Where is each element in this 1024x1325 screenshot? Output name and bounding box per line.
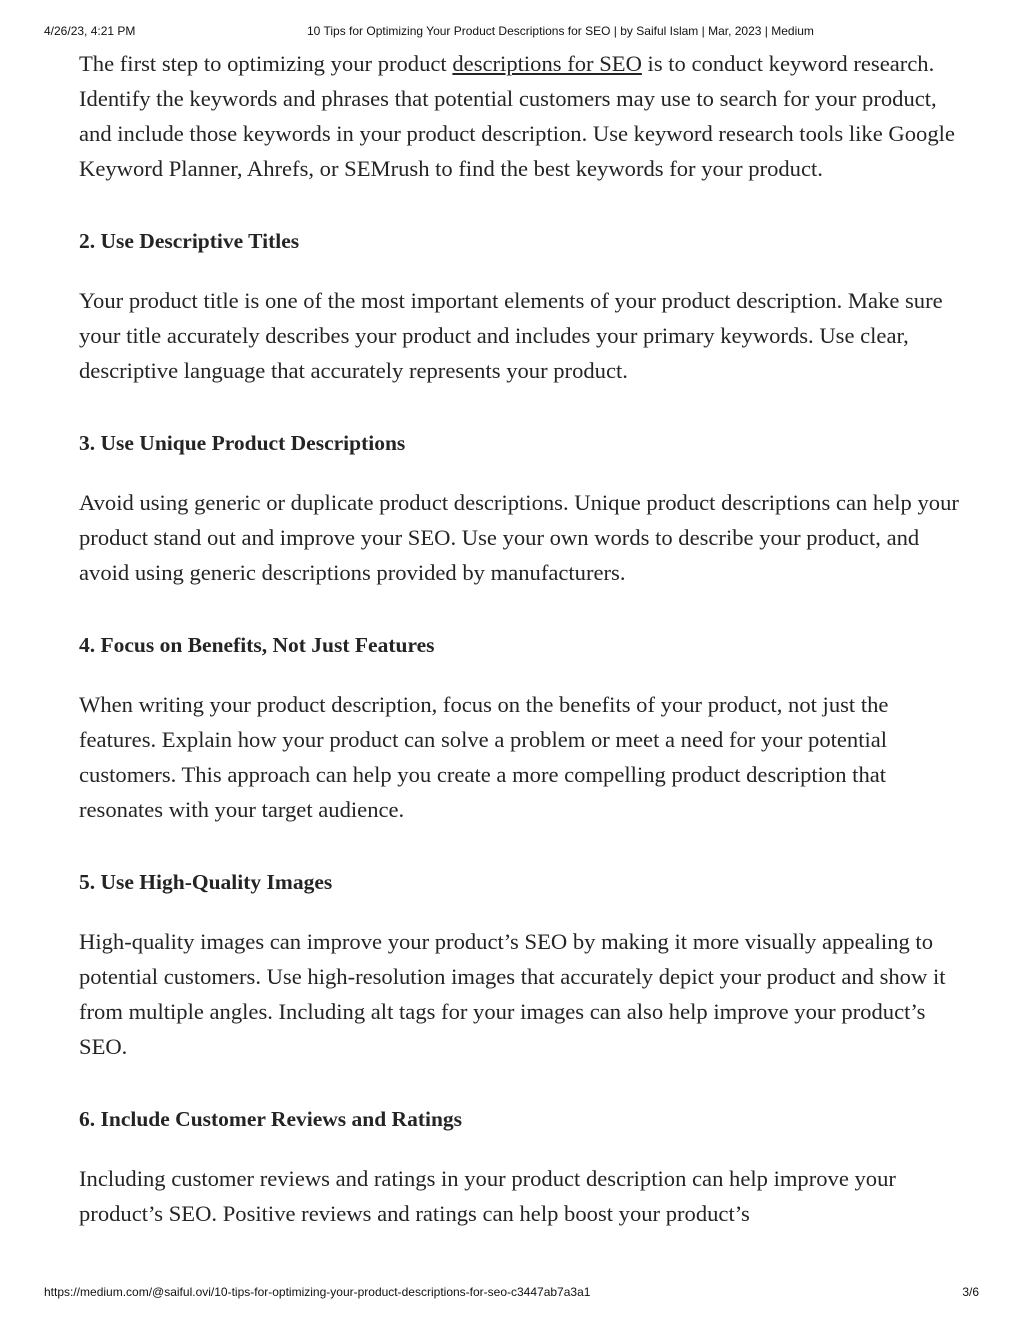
article-body [79,46,959,1231]
section-body-reviews: Including customer reviews and ratings in your product description can help improve your product’s SEO. Positive reviews and ratings can help boost your product’s [79,1166,896,1226]
descriptions-for-seo-link[interactable]: descriptions for SEO [452,51,642,76]
section-heading-images: 5. Use High-Quality Images [79,870,333,894]
print-page-title: 10 Tips for Optimizing Your Product Descriptions for SEO | by Saiful Islam | Mar, 2023 | Medium [307,24,814,38]
intro-text-after-link: is to conduct keyword research. Identify the keywords and phrases that potential customers may use to search for your product, and include those keywords in your product description. Use keyword research tools like Google Keyword Planner, Ahrefs, or SEMrush to find the best keywords for your product. [79,51,955,181]
section-heading-unique-descriptions: 3. Use Unique Product Descriptions [79,431,406,455]
section-heading-benefits: 4. Focus on Benefits, Not Just Features [79,633,435,657]
section-body-unique-descriptions: Avoid using generic or duplicate product descriptions. Unique product descriptions can help your product stand out and improve your SEO. Use your own words to describe your product, and avoid using generic descriptions provided by manufacturers. [79,490,959,585]
print-datetime: 4/26/23, 4:21 PM [44,24,136,38]
section-heading-reviews: 6. Include Customer Reviews and Ratings [79,1107,463,1131]
intro-paragraph [79,46,959,186]
intro-text-before-link: The first step to optimizing your product [79,51,453,76]
section-body-benefits: When writing your product description, focus on the benefits of your product, not just the features. Explain how your product can solve a problem or meet a need for your potential customers. This approach can help you create a more compelling product description that resonates with your target audience. [79,692,889,822]
section-body-descriptive-titles: Your product title is one of the most important elements of your product description. Make sure your title accurately describes your product and includes your primary keywords. Use clear, descriptive language that accurately represents your product. [79,288,943,383]
print-page-number: 3/6 [962,1285,979,1299]
section-heading-descriptive-titles: 2. Use Descriptive Titles [79,229,300,253]
print-url: https://medium.com/@saiful.ovi/10-tips-for-optimizing-your-product-descriptions-for-seo-c3447ab7a3a1 [44,1285,591,1299]
section-body-images: High-quality images can improve your product’s SEO by making it more visually appealing to potential customers. Use high-resolution images that accurately depict your product and show it from multiple angles. Including alt tags for your images can also help improve your product’s SEO. [79,929,946,1059]
